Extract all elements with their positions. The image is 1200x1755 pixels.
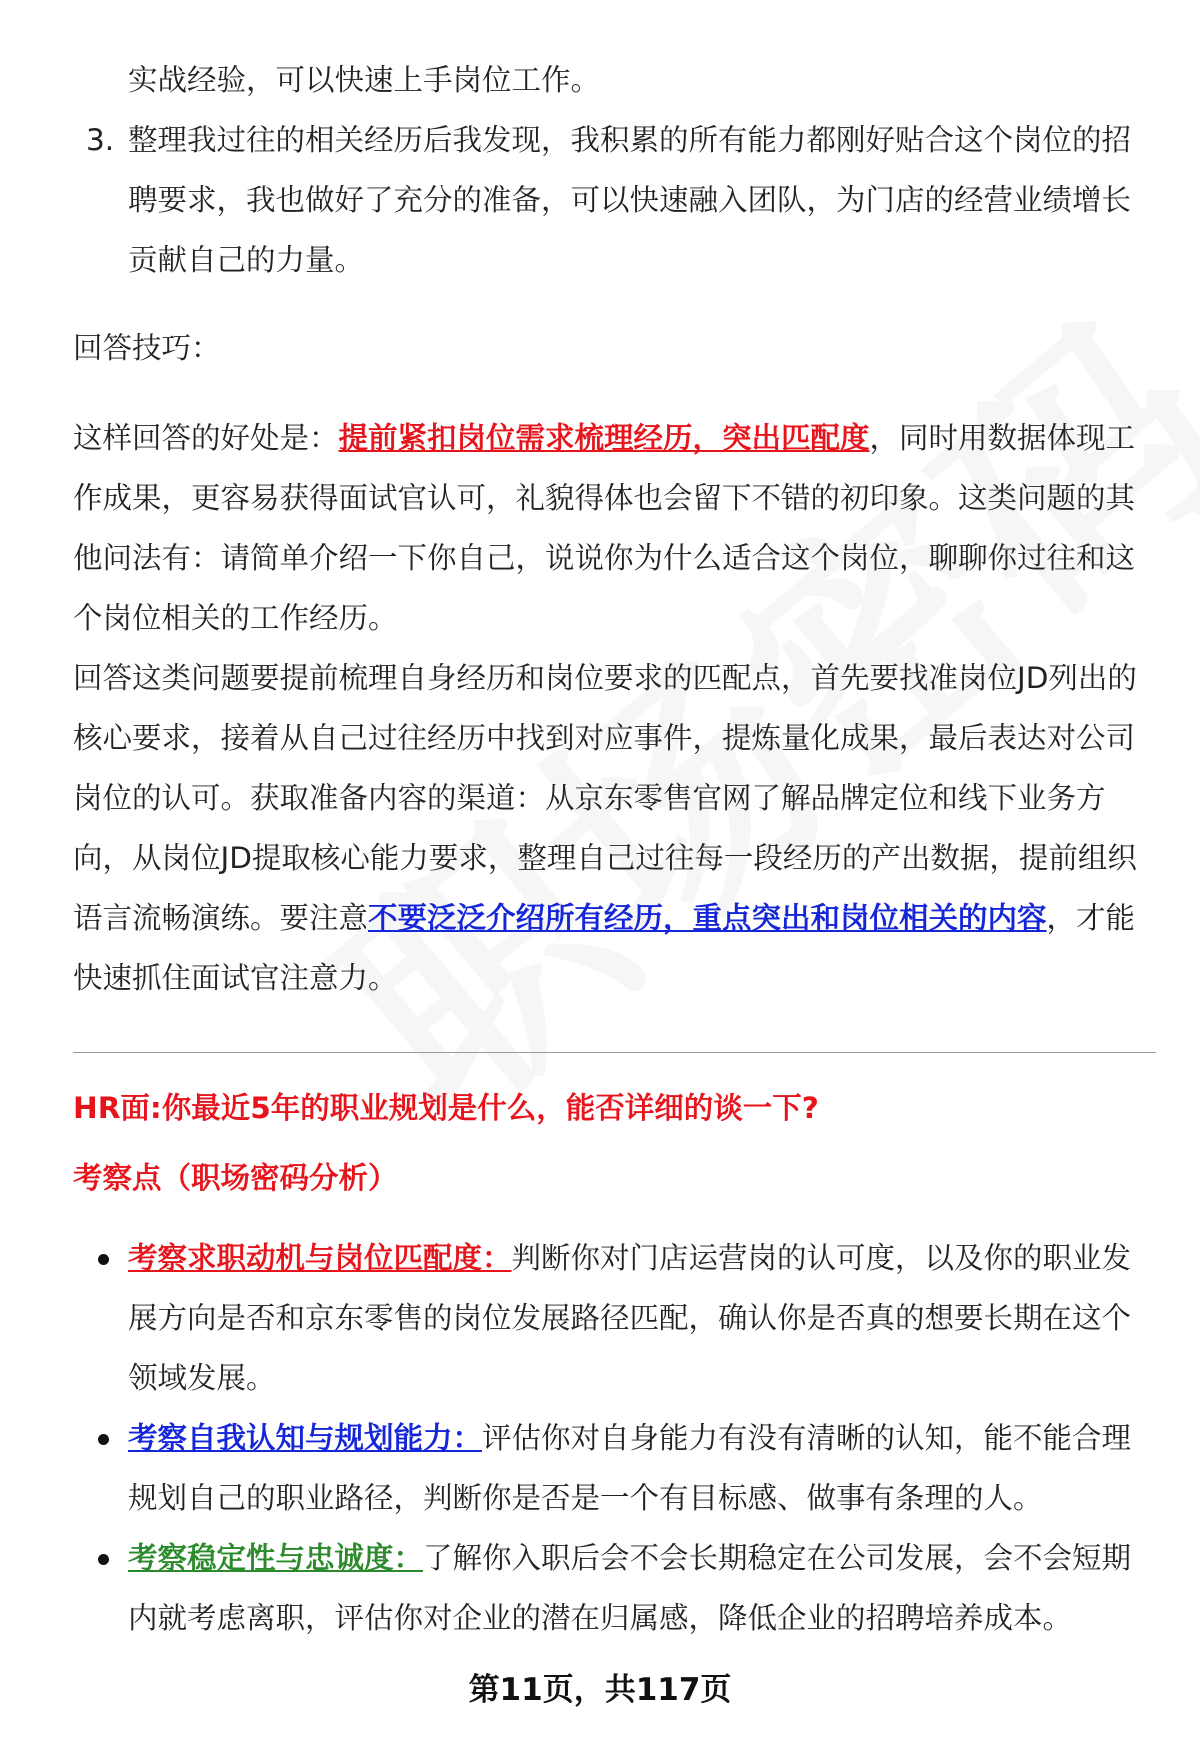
question-heading: HR面:你最近5年的职业规划是什么，能否详细的谈一下? bbox=[73, 1091, 819, 1125]
tips-p1-line1 bbox=[73, 408, 1153, 468]
point3-text: 了解你入职后会不会长期稳定在公司发展，会不会短期 bbox=[423, 1541, 1132, 1575]
tips-p2-prefix: 语言流畅演练。要注意 bbox=[73, 901, 369, 935]
tips-label: 回答技巧： bbox=[73, 331, 221, 365]
tips-p2-suffix: ，才能 bbox=[1046, 901, 1136, 935]
tips-p1-suffix: ，同时用数据体现工 bbox=[869, 421, 1136, 455]
analysis-title: 考察点（职场密码分析） bbox=[73, 1161, 398, 1195]
point1-line2: 展方向是否和京东零售的岗位发展路径匹配，确认你是否真的想要长期在这个 bbox=[128, 1301, 1132, 1335]
point2-line1 bbox=[128, 1408, 1148, 1468]
point3-label: 考察稳定性与忠诚度： bbox=[128, 1541, 424, 1575]
tips-p1-line2: 作成果，更容易获得面试官认可，礼貌得体也会留下不错的初印象。这类问题的其 bbox=[73, 481, 1136, 515]
page-footer: 第11页，共117页 bbox=[468, 1672, 732, 1708]
point1-line1 bbox=[128, 1228, 1148, 1288]
point2-label: 考察自我认知与规划能力： bbox=[128, 1421, 483, 1455]
tips-p2-line2: 核心要求，接着从自己过往经历中找到对应事件，提炼量化成果，最后表达对公司 bbox=[73, 721, 1136, 755]
bullet-dot bbox=[98, 1254, 109, 1265]
point1-text: 判断你对门店运营岗的认可度，以及你的职业发 bbox=[511, 1241, 1132, 1275]
point3-line2: 内就考虑离职，评估你对企业的潜在归属感，降低企业的招聘培养成本。 bbox=[128, 1601, 1073, 1635]
section-divider bbox=[73, 1052, 1156, 1053]
point1-label: 考察求职动机与岗位匹配度： bbox=[128, 1241, 512, 1275]
bullet-dot bbox=[98, 1554, 109, 1565]
point2-text: 评估你对自身能力有没有清晰的认知，能不能合理 bbox=[482, 1421, 1132, 1455]
tips-p2-line6: 快速抓住面试官注意力。 bbox=[73, 961, 398, 995]
tips-p2-line4: 向，从岗位JD提取核心能力要求，整理自己过往每一段经历的产出数据，提前组织 bbox=[73, 841, 1137, 875]
bullet-dot bbox=[98, 1434, 109, 1445]
tips-p1-line4: 个岗位相关的工作经历。 bbox=[73, 601, 398, 635]
list-number: 3. bbox=[86, 123, 115, 157]
item3-line3: 贡献自己的力量。 bbox=[128, 243, 365, 277]
tips-p1-prefix: 这样回答的好处是： bbox=[73, 421, 339, 455]
intro-line: 实战经验，可以快速上手岗位工作。 bbox=[128, 63, 601, 97]
point1-line3: 领域发展。 bbox=[128, 1361, 276, 1395]
tips-p1-line3: 他问法有：请简单介绍一下你自己，说说你为什么适合这个岗位，聊聊你过往和这 bbox=[73, 541, 1136, 575]
point2-line2: 规划自己的职业路径，判断你是否是一个有目标感、做事有条理的人。 bbox=[128, 1481, 1043, 1515]
point3-line1 bbox=[128, 1528, 1148, 1588]
tips-p2-line3: 岗位的认可。获取准备内容的渠道：从京东零售官网了解品牌定位和线下业务方 bbox=[73, 781, 1106, 815]
item3-line2: 聘要求，我也做好了充分的准备，可以快速融入团队，为门店的经营业绩增长 bbox=[128, 183, 1132, 217]
tips-p2-highlight: 不要泛泛介绍所有经历，重点突出和岗位相关的内容 bbox=[368, 901, 1047, 935]
tips-p1-highlight: 提前紧扣岗位需求梳理经历，突出匹配度 bbox=[338, 421, 870, 455]
tips-p2-line1: 回答这类问题要提前梳理自身经历和岗位要求的匹配点，首先要找准岗位JD列出的 bbox=[73, 661, 1137, 695]
tips-p2-line5 bbox=[73, 888, 1153, 948]
item3-line1: 整理我过往的相关经历后我发现，我积累的所有能力都刚好贴合这个岗位的招 bbox=[128, 123, 1132, 157]
